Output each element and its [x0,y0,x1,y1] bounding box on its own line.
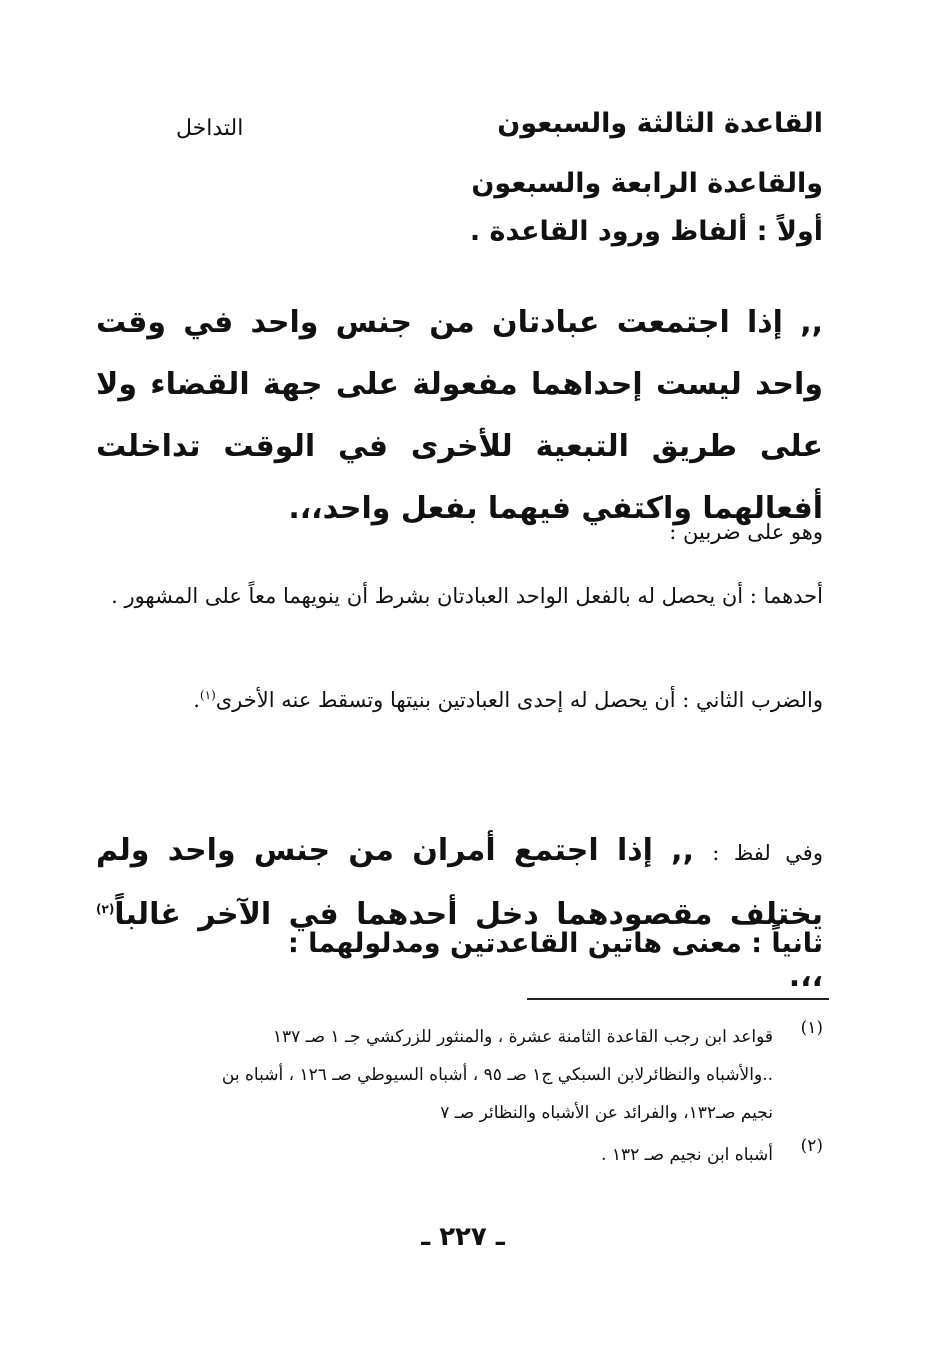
type-first-paragraph: أحدهما : أن يحصل له بالفعل الواحد العبادتان بشرط أن ينويهما معاً على المشهور . [111,584,823,608]
alt-wording-end: ،،. [788,959,823,994]
footnote-1-line: نجيم صـ١٣٢، والفرائد عن الأشباه والنظائر صـ ٧ [440,1103,773,1123]
rule-topic: التداخل [176,116,244,141]
footnote-divider [527,998,829,1000]
footnote-2-line: أشباه ابن نجيم صـ ١٣٢ . [601,1145,773,1165]
footnote-1-marker: (١) [800,1018,823,1038]
type-second-text: والضرب الثاني : أن يحصل له إحدى العبادتين بنيتها وتسقط عنه الأخرى [215,688,823,712]
footnote-1-line: قواعد ابن رجب القاعدة الثامنة عشرة ، والمنثور للزركشي جـ ١ صـ ١٣٧ [272,1027,773,1047]
type-second-paragraph [96,672,823,728]
rule-quote: ,, إذا اجتمعت عبادتان من جنس واحد في وقت واحد ليست إحداهما مفعولة على جهة القضاء ولا على طريق التبعية للأخرى في الوقت تداخلت أفعالهما واكتفي فيهما بفعل واحد،،. [96,305,823,526]
alt-wording-label: وفي لفظ : [712,841,823,865]
footnote-1 [110,1018,823,1132]
footnote-1-line: ..والأشباه والنظائرلابن السبكي ج١ صـ ٩٥ ، أشباه السيوطي صـ ١٢٦ ، أشباه بن [221,1065,773,1085]
footnote-2-marker: (٢) [800,1136,823,1156]
footnote-ref-1: (١) [199,688,216,702]
footnote-2-text [110,1136,773,1174]
alt-wording-paragraph [96,820,823,1008]
rule-title: القاعدة الثالثة والسبعون [497,108,823,139]
type-second-end: . [193,688,200,712]
types-intro: وهو على ضربين : [669,520,823,544]
footnotes [110,1018,823,1178]
footnote-ref-2: (٢) [96,902,115,916]
section-heading-meaning: ثانياً : معنى هاتين القاعدتين ومدلولهما : [287,928,823,959]
footnote-2 [110,1136,823,1174]
page-number: ـ ٢٢٧ ـ [421,1222,505,1252]
footnote-1-text [110,1018,773,1132]
section-heading-wording: أولاً : ألفاظ ورود القاعدة . [469,216,823,247]
rule-subtitle: والقاعدة الرابعة والسبعون [471,168,823,199]
alt-wording-text: ,, إذا اجتمع أمران من جنس واحد ولم يختلف مقصودهما دخل أحدهما في الآخر غالباً [96,833,823,932]
